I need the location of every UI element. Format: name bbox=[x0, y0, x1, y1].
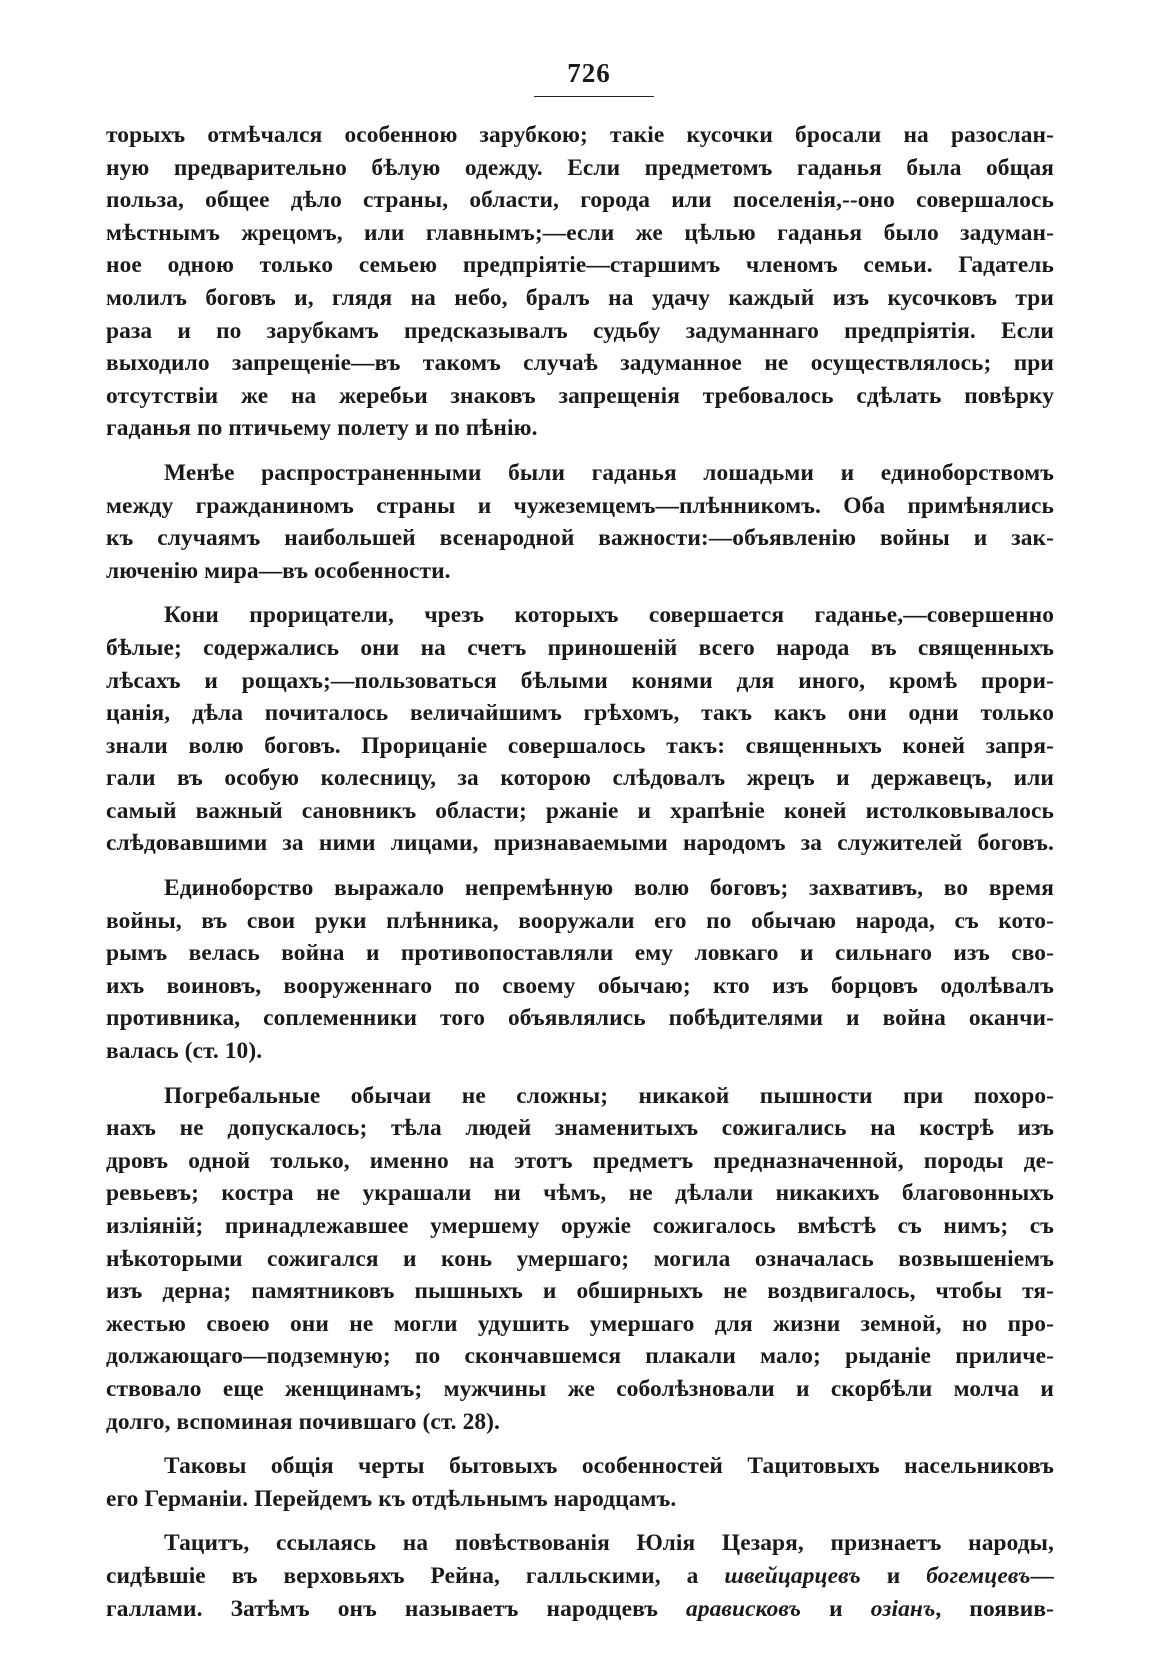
italic-term: арависковъ bbox=[686, 1595, 802, 1622]
text-line: его Германіи. Перейдемъ къ отдѣльнымъ народцамъ. bbox=[106, 1485, 677, 1512]
text-line: ствовало еще женщинамъ; мужчины же соболѣзновали и скорбѣли молча и bbox=[106, 1375, 1054, 1402]
burial-customs-heading: Погребальные обычаи bbox=[164, 1082, 432, 1109]
text-line: войны, въ свои руки плѣнника, вооружали его по обычаю народа, съ кото- bbox=[106, 907, 1054, 934]
text-line: Таковы общія черты бытовыхъ особенностей Тацитовыхъ насельниковъ bbox=[164, 1453, 1054, 1480]
text-line: противника, соплеменники того объявлялись побѣдителями и война оканчи- bbox=[106, 1005, 1054, 1032]
text-line: Единоборство выражало непремѣнную волю боговъ; захвативъ, во время bbox=[164, 875, 1054, 902]
paragraph-prophetic-horses bbox=[106, 599, 1054, 860]
text-line: ную предварительно бѣлую одежду. Если предметомъ гаданья была общая bbox=[106, 154, 1054, 181]
text-line: изъ дерна; памятниковъ пышныхъ и обширныхъ не воздвигалось, чтобы тя- bbox=[106, 1278, 1054, 1305]
text-line: польза, общее дѣло страны, области, города или поселенія,--оно совершалось bbox=[106, 187, 1054, 214]
text-line: молилъ боговъ и, глядя на небо, бралъ на удачу каждый изъ кусочковъ три bbox=[106, 284, 1054, 311]
text-fragment: , появив- bbox=[935, 1595, 1054, 1622]
italic-term: швейцарцевъ bbox=[724, 1562, 861, 1589]
text-line: ревьевъ; костра не украшали ни чѣмъ, не дѣлали никакихъ благовонныхъ bbox=[106, 1180, 1054, 1207]
text-line: должающаго—подземную; по скончавшемся плакали мало; рыданіе приличе- bbox=[106, 1343, 1054, 1370]
text-line: гаданья по птичьему полету и по пѣнію. bbox=[106, 415, 538, 442]
text-line: рымъ велась война и противопоставляли ему ловкаго и сильнаго изъ сво- bbox=[106, 940, 1054, 967]
text-line: ихъ воиновъ, вооруженнаго по своему обычаю; кто изъ борцовъ одолѣвалъ bbox=[106, 972, 1054, 999]
text-line: между гражданиномъ страны и чужеземцемъ—плѣнникомъ. Оба примѣнялись bbox=[106, 492, 1054, 519]
paragraph-divination-lots bbox=[106, 119, 1054, 445]
text-line: лѣсахъ и рощахъ;—пользоваться бѣлыми конями для иного, кромѣ прори- bbox=[106, 667, 1054, 694]
text-line: выходило запрещеніе—въ такомъ случаѣ задуманное не осуществлялось; при bbox=[106, 350, 1054, 377]
text-line: раза и по зарубкамъ предсказывалъ судьбу задуманнаго предпріятія. Если bbox=[106, 317, 1054, 344]
text-line: самый важный сановникъ области; ржаніе и храпѣніе коней истолковывалось bbox=[106, 797, 1054, 824]
text-line: Менѣе распространенными были гаданья лошадьми и единоборствомъ bbox=[164, 459, 1054, 486]
text-line: валась (ст. 10). bbox=[106, 1038, 263, 1065]
text-line: Тацитъ, ссылаясь на повѣствованія Юлія Цезаря, признаетъ народы, bbox=[164, 1530, 1054, 1557]
text-line bbox=[106, 1593, 1054, 1626]
text-fragment: не сложны; никакой пышности при похоро- bbox=[431, 1082, 1054, 1109]
text-line: Кони прорицатели, чрезъ которыхъ совершается гаданье,—совершенно bbox=[164, 602, 1054, 629]
text-line: слѣдовавшими за ними лицами, признаваемыми народомъ за служителей боговъ. bbox=[106, 830, 1054, 857]
text-line: излiяній; принадлежавшее умершему оружіе сожигалось вмѣстѣ съ нимъ; съ bbox=[106, 1213, 1054, 1239]
paragraph-burial-customs bbox=[106, 1080, 1054, 1439]
paragraph-tacitus-peoples bbox=[106, 1527, 1054, 1625]
text-line: долго, вспоминая почившаго (ст. 28). bbox=[106, 1408, 500, 1435]
text-line: гали въ особую колесницу, за которою слѣдовалъ жрецъ и державецъ, или bbox=[106, 765, 1054, 792]
text-line: торыхъ отмѣчался особенною зарубкою; такіе кусочки бросали на разослан- bbox=[106, 122, 1054, 148]
text-line: жестью своею они не могли удушить умершаго для жизни земной, но про- bbox=[106, 1310, 1054, 1337]
text-line bbox=[106, 1560, 1054, 1593]
text-line: нахъ не допускалось; тѣла людей знаменитыхъ сожигались на кострѣ изъ bbox=[106, 1115, 1054, 1142]
italic-term: богемцевъ bbox=[926, 1562, 1031, 1589]
text-line: мѣстнымъ жрецомъ, или главнымъ;—если же цѣлью гаданья было задуман- bbox=[106, 219, 1054, 246]
text-line: отсутствіи же на жеребьи знаковъ запрещенія требовалось сдѣлать повѣрку bbox=[106, 382, 1054, 409]
text-line bbox=[106, 1080, 1054, 1113]
text-fragment: и bbox=[860, 1562, 927, 1589]
text-line: нѣкоторыми сожигался и конь умершаго; могила означалась возвышеніемъ bbox=[106, 1245, 1054, 1272]
text-line: къ случаямъ наибольшей всенародной важности:—объявленію войны и зак- bbox=[106, 525, 1054, 552]
text-line: цанія, дѣла почиталось величайшимъ грѣхомъ, такъ какъ они одни только bbox=[106, 700, 1054, 727]
text-fragment: галлами. Затѣмъ онъ называетъ народцевъ bbox=[106, 1595, 687, 1622]
text-fragment: — bbox=[1030, 1562, 1054, 1589]
page-number-rule bbox=[534, 96, 654, 97]
text-line: люченію мира—въ особенности. bbox=[106, 557, 451, 584]
paragraph-single-combat bbox=[106, 872, 1054, 1068]
page-number: 726 bbox=[567, 58, 611, 88]
text-line: дровъ одной только, именно на этотъ предметъ предназначенной, породы де- bbox=[106, 1147, 1054, 1174]
text-line: ное одною только семьею предпріятіе—старшимъ членомъ семьи. Гадатель bbox=[106, 252, 1054, 279]
italic-term: озіанъ bbox=[870, 1595, 936, 1622]
text-line: бѣлые; содержались они на счетъ приношеній всего народа въ священныхъ bbox=[106, 634, 1054, 661]
paragraph-general-traits bbox=[106, 1450, 1054, 1515]
text-line: знали волю боговъ. Прорицаніе совершалось такъ: священныхъ коней запря- bbox=[106, 732, 1054, 759]
paragraph-horses-and-combat bbox=[106, 457, 1054, 587]
text-fragment: сидѣвшіе въ верховьяхъ Рейна, галльскими, а bbox=[106, 1562, 725, 1589]
text-fragment: и bbox=[801, 1595, 871, 1622]
